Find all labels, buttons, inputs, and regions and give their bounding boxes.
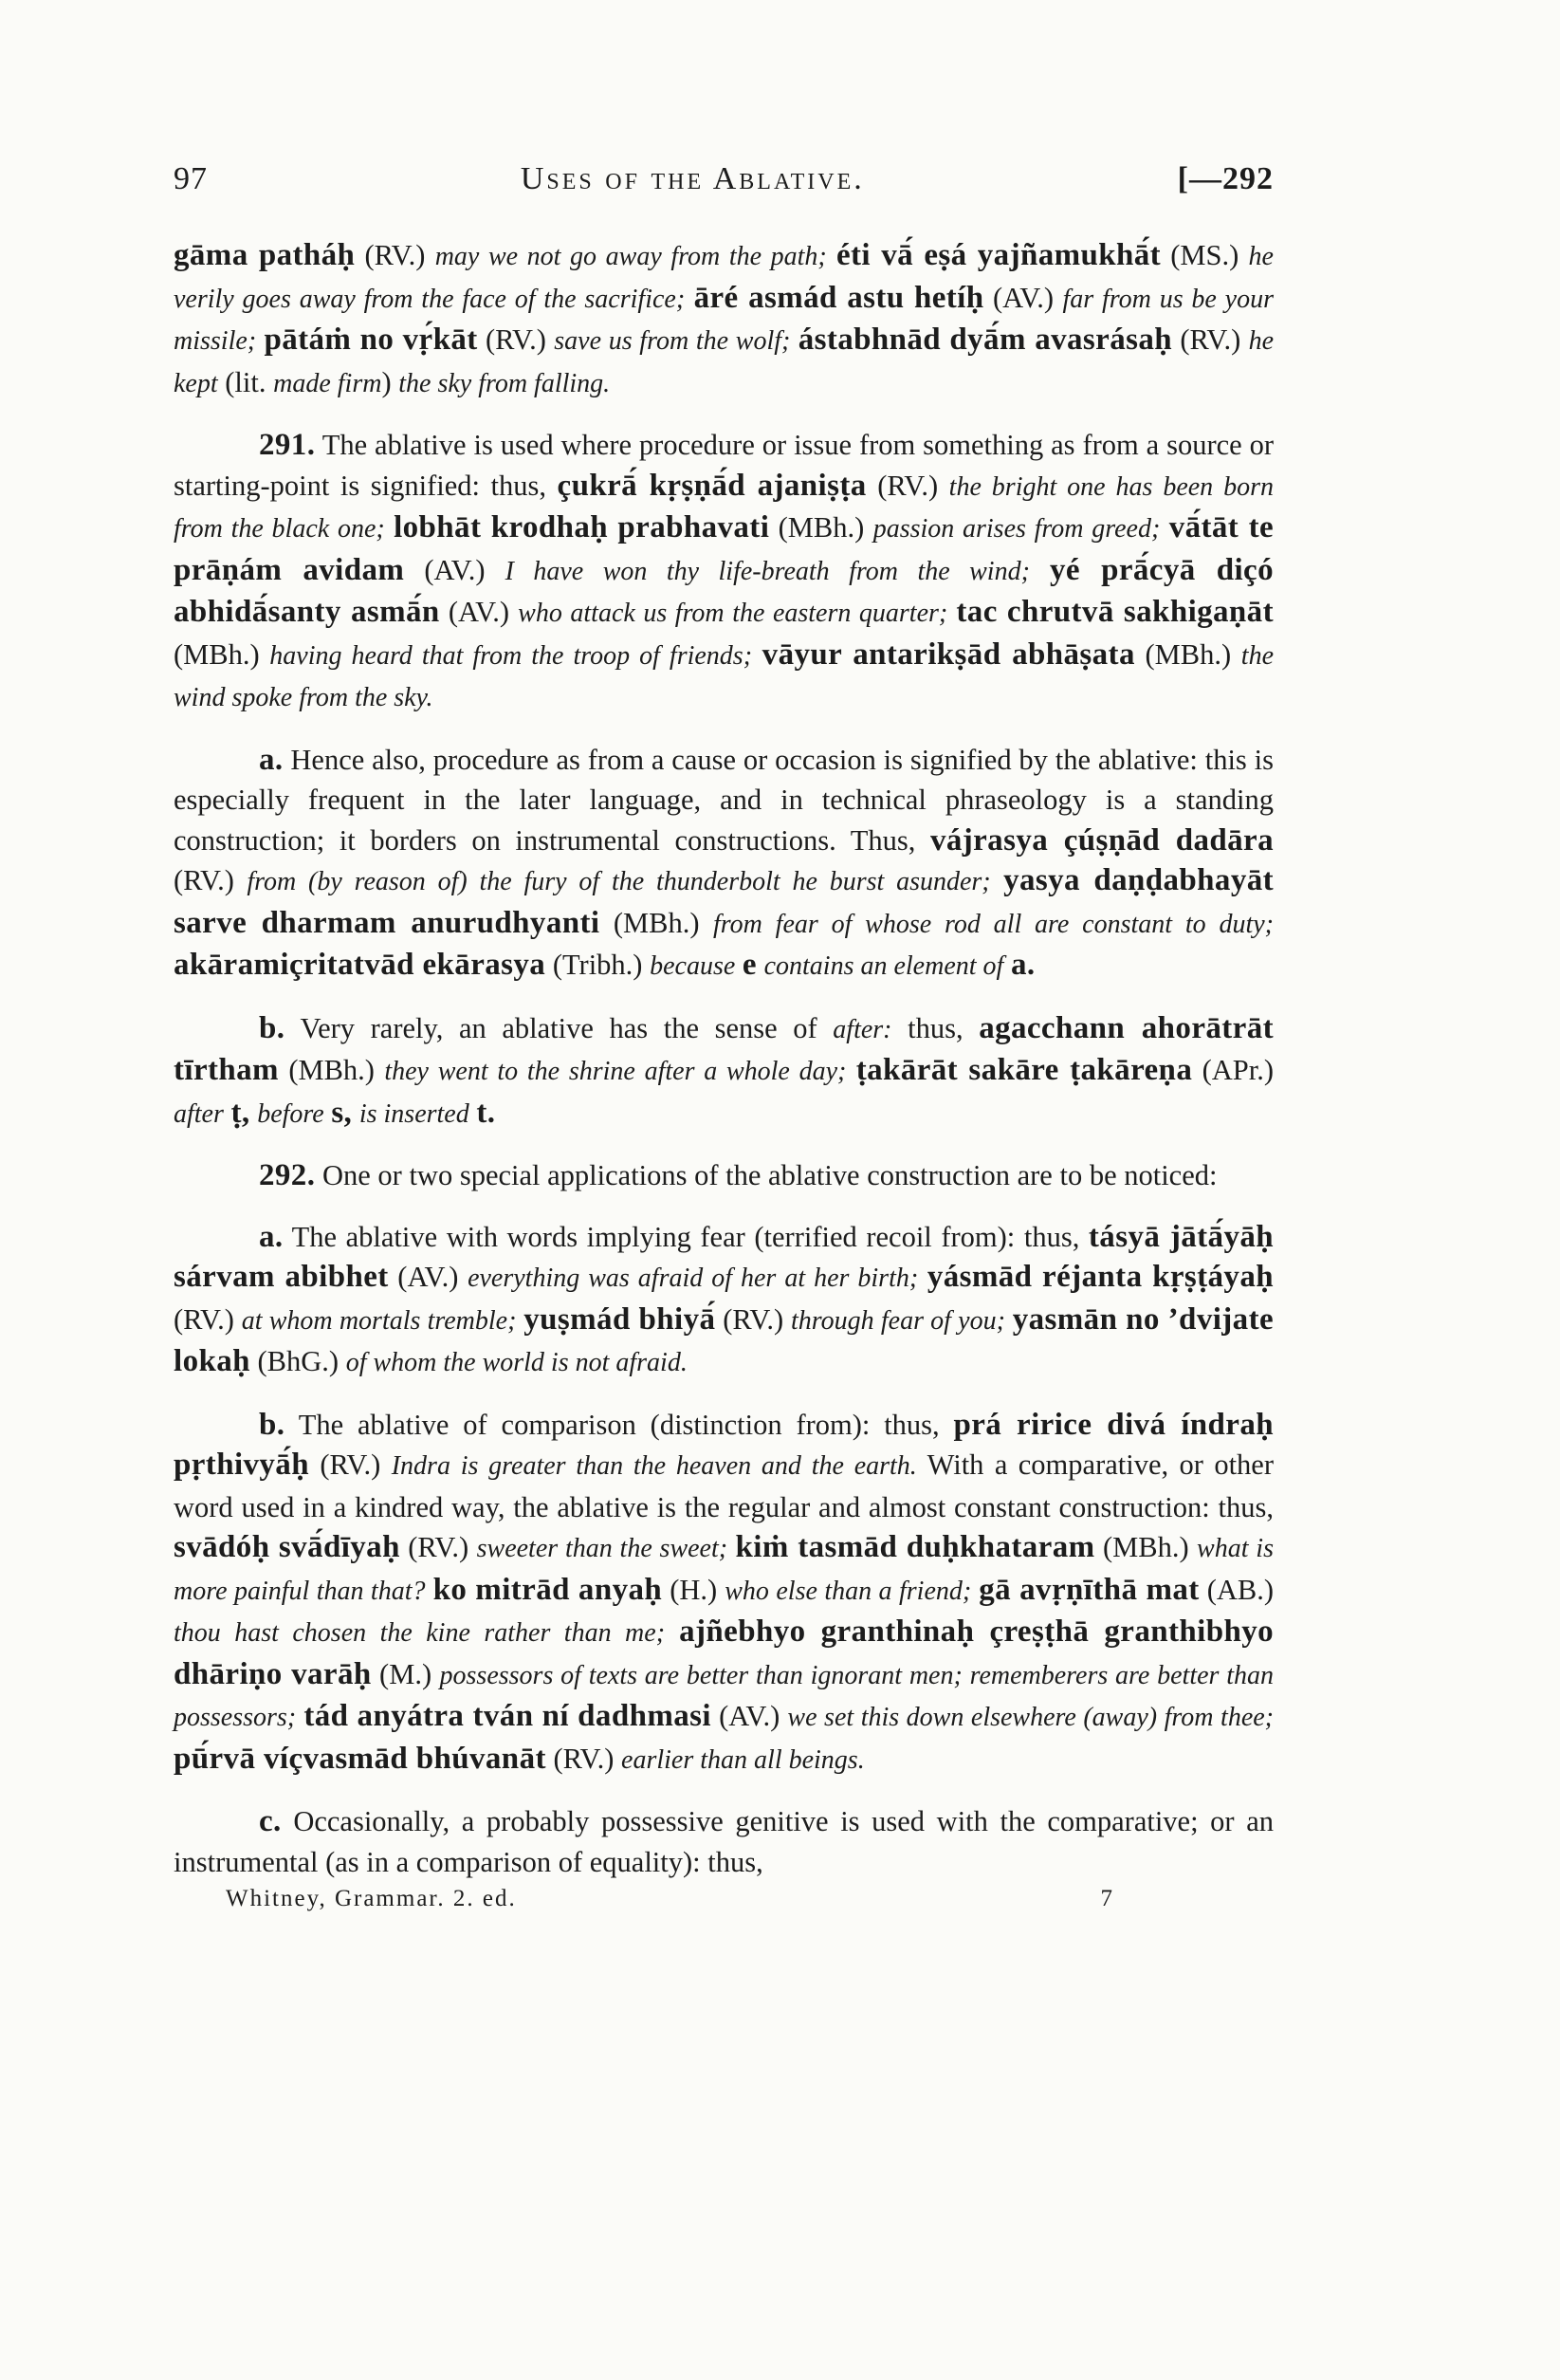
translation: passion arises from greed; <box>872 514 1161 544</box>
translation: I have won thy life-breath from the wind; <box>505 556 1030 586</box>
text-run: (BhG.) <box>249 1345 346 1377</box>
text-run: (MBh.) <box>174 637 270 671</box>
sanskrit-term: a. <box>1010 948 1036 982</box>
sanskrit-term: e <box>742 948 757 982</box>
text-run: thus, <box>891 1011 980 1044</box>
text-run <box>752 638 762 671</box>
sanskrit-term: akāramiçritatvād ekārasya <box>174 948 546 982</box>
paragraph-291a <box>174 740 1274 987</box>
translation: who else than a friend; <box>725 1576 972 1606</box>
translation: is inserted <box>358 1098 469 1129</box>
text-run: (MBh.) <box>1134 637 1241 671</box>
translation: after: <box>833 1014 892 1044</box>
sanskrit-term: gā avṛṇīthā mat <box>979 1572 1200 1607</box>
page-number: 97 <box>174 161 208 196</box>
translation: he kept <box>174 326 1275 398</box>
translation: what is more painful than that? <box>174 1534 1274 1606</box>
translation: he verily goes away from the face of the sacrifice; <box>174 242 1274 314</box>
text-run <box>1003 949 1011 981</box>
translation: before <box>257 1098 324 1129</box>
sanskrit-term: s, <box>331 1095 353 1130</box>
sanskrit-term: lobhāt krodhaḥ prabhavati <box>394 510 770 544</box>
text-run <box>665 1615 679 1648</box>
text-run <box>385 511 394 544</box>
translation: earlier than all beings. <box>621 1744 865 1775</box>
text-run: (AV.) <box>388 1261 468 1293</box>
sanskrit-term: ṭakārāt sakāre ṭakāreṇa <box>855 1053 1193 1087</box>
sanskrit-term: yásmād réjanta kṛṣṭáyaḥ <box>927 1260 1274 1294</box>
text-run <box>827 239 836 271</box>
text-run: (RV.) <box>866 469 949 502</box>
sanskrit-term: ṭ, <box>230 1095 250 1130</box>
text-run <box>918 1261 927 1293</box>
translation: we set this down elsewhere (away) from thee; <box>787 1703 1275 1732</box>
text-run: (M.) <box>371 1657 440 1690</box>
text-run: (RV.) <box>545 1742 622 1775</box>
translation: from (by reason of) the fury of the thunderbolt he burst asunder; <box>247 867 991 896</box>
paragraph-292b <box>174 1405 1274 1781</box>
text-run: (MBh.) <box>278 1054 385 1086</box>
text-run: (RV.) <box>174 864 248 896</box>
translation: who attack us from the eastern quarter; <box>518 599 948 628</box>
sanskrit-term: pātáṁ no vṛ́kāt <box>264 323 478 357</box>
page <box>174 161 1274 1912</box>
text-run: (RV.) <box>308 1448 392 1481</box>
translation: at whom mortals tremble; <box>241 1305 517 1336</box>
translation: thou hast chosen the kine rather than me; <box>174 1618 666 1648</box>
text-run: (AV.) <box>404 553 505 586</box>
text-run: (RV.) <box>1172 323 1249 356</box>
text-run <box>1005 1303 1013 1336</box>
text-run: (MBh.) <box>1094 1531 1198 1563</box>
text-run <box>224 1097 231 1129</box>
translation: they went to the shrine after a whole day; <box>384 1057 847 1086</box>
sanskrit-term: vā́tāt te prāṇám avidam <box>174 510 1275 587</box>
text-run: The ablative of comparison (distinction from): thus, <box>284 1408 954 1441</box>
text-run: (AV.) <box>710 1700 788 1732</box>
text-run <box>735 949 743 981</box>
text-run: ) <box>381 365 399 398</box>
translation: made firm <box>273 368 382 398</box>
translation: the wind spoke from the sky. <box>174 640 1275 712</box>
sanskrit-term: yasya daṇḍabhayāt sarve dharmam anurudhyanti <box>174 863 1275 940</box>
sanskrit-term: yé prā́cyā diçó abhidā́santy asmā́n <box>174 552 1275 629</box>
text-run: (Tribh.) <box>545 949 651 981</box>
text-run <box>846 1054 855 1086</box>
text-run: The ablative is used where procedure or issue from something as from a source or starting-point is signified: thus, <box>174 429 1274 502</box>
text-run: One or two special applications of the ablative construction are to be noticed: <box>315 1159 1218 1191</box>
text-run: (MBh.) <box>599 906 713 939</box>
translation: sweeter than the sweet; <box>476 1534 728 1563</box>
text-run: (AB.) <box>1199 1573 1275 1606</box>
sanskrit-term: b. <box>259 1407 285 1442</box>
translation: everything was afraid of her at her birth; <box>468 1264 919 1293</box>
printer-imprint: Whitney, Grammar. 2. ed. <box>226 1886 517 1911</box>
text-run: (lit. <box>217 365 274 398</box>
text-run <box>757 949 764 981</box>
sanskrit-term: çukrā́ kṛṣṇā́d ajaniṣṭa <box>557 468 867 503</box>
text-run <box>1160 511 1168 544</box>
sanskrit-term: tásyā jātā́yāḥ sárvam abibhet <box>174 1219 1274 1294</box>
text-run: The ablative with words implying fear (terrified recoil from): thus, <box>283 1220 1089 1253</box>
text-run: (MBh.) <box>769 511 873 544</box>
translation: the sky from falling. <box>398 368 611 398</box>
sanskrit-term: svādóḥ svā́dīyaḥ <box>174 1530 400 1564</box>
text-run: (AV.) <box>983 281 1063 314</box>
translation: after <box>174 1098 224 1129</box>
sanskrit-term: tac chrutvā sakhigaṇāt <box>956 595 1274 629</box>
text-run: (RV.) <box>399 1531 477 1563</box>
text-run <box>727 1531 735 1563</box>
sanskrit-term: 291. <box>259 428 316 462</box>
sanskrit-term: vájrasya çúṣṇād dadāra <box>929 822 1274 858</box>
text-run: (RV.) <box>715 1302 792 1336</box>
sanskrit-term: vāyur antarikṣād abhāṣata <box>762 637 1135 672</box>
footer <box>174 1886 1274 1912</box>
sanskrit-term: tád anyátra tván ní dadhmasi <box>303 1699 711 1733</box>
sanskrit-term: b. <box>259 1010 285 1045</box>
sanskrit-term: prá ririce divá índraḥ pṛthivyā́ḥ <box>174 1407 1274 1482</box>
text-run: Very rarely, an ablative has the sense of <box>284 1011 834 1044</box>
translation: having heard that from the troop of friends; <box>269 640 753 671</box>
sanskrit-term: ko mitrād anyaḥ <box>432 1572 663 1607</box>
text-run <box>426 1574 433 1606</box>
text-run <box>352 1097 359 1129</box>
text-run: (MS.) <box>1161 239 1249 271</box>
translation: possessors of texts are better than ignorant men; rememberers are better than possessors; <box>174 1660 1275 1732</box>
section-range: [—292 <box>1177 161 1274 196</box>
running-header <box>174 161 1274 197</box>
sanskrit-term: ajñebhyo granthinaḥ çreṣṭhā granthibhyo dhāriṇo varāḥ <box>174 1614 1274 1691</box>
sanskrit-term: kiṁ tasmād duḥkhataram <box>735 1530 1095 1564</box>
translation: through fear of you; <box>791 1305 1005 1336</box>
paragraph-292 <box>174 1155 1274 1196</box>
text-run: Occasionally, a probably possessive genitive is used with the comparative; or an instrumental (as in a comparison of equality): thus, <box>174 1805 1274 1878</box>
sanskrit-term: a. <box>259 1219 284 1254</box>
sanskrit-term: c. <box>259 1804 282 1838</box>
sanskrit-term: 292. <box>259 1158 316 1192</box>
text-run: (AV.) <box>439 596 519 628</box>
sanskrit-term: yuṣmád bhiyā́ <box>523 1301 716 1337</box>
paragraph-291 <box>174 425 1274 719</box>
sanskrit-term: éti vā́ eṣá yajñamukhā́t <box>836 238 1162 272</box>
translation: contains an element of <box>763 951 1004 981</box>
text-run <box>790 323 798 356</box>
text-run <box>685 282 693 314</box>
text-run: With a comparative, or other word used in a kindred way, the ablative is the regular and almost constant construction: thus, <box>174 1448 1275 1523</box>
translation: from fear of whose rod all are constant to duty; <box>712 909 1274 939</box>
translation: the bright one has been born from the black one; <box>174 471 1274 544</box>
translation: far from us be your missile; <box>174 284 1274 356</box>
translation: of whom the world is not afraid. <box>345 1348 688 1377</box>
paragraph-continued <box>174 235 1274 404</box>
translation: may we not go away from the path; <box>434 242 827 271</box>
text-run: (APr.) <box>1192 1054 1274 1086</box>
paragraph-291b <box>174 1008 1274 1135</box>
text-run: (RV.) <box>174 1302 242 1336</box>
paragraph-292a <box>174 1217 1274 1384</box>
sanskrit-term: āré asmád astu hetíḥ <box>693 280 984 315</box>
sanskrit-term: pū́rvā víçvasmād bhúvanāt <box>174 1741 546 1776</box>
text-run: Hence also, procedure as from a cause or occasion is signified by the ablative: this is especially frequent in the later language, and in technical phraseology is a standing construction; it borders on instrumental constructions. Thus, <box>174 743 1274 857</box>
paragraph-292c <box>174 1801 1274 1882</box>
sanskrit-term: gāma patháḥ <box>174 238 356 272</box>
text-run: (RV.) <box>477 323 555 356</box>
translation: because <box>650 951 736 981</box>
sanskrit-term: yasmān no ’dvijate lokaḥ <box>174 1301 1275 1378</box>
translation: Indra is greater than the heaven and the earth. <box>391 1451 917 1481</box>
text-run <box>991 864 1003 896</box>
sanskrit-term: a. <box>259 742 284 777</box>
sanskrit-term: ástabhnād dyā́m avasrásaḥ <box>798 323 1172 357</box>
signature-mark: 7 <box>1100 1886 1112 1911</box>
translation: save us from the wolf; <box>554 326 791 356</box>
text-run <box>1030 554 1050 586</box>
text-run: (RV.) <box>355 239 435 271</box>
text-run: (H.) <box>662 1573 725 1606</box>
sanskrit-term: t. <box>476 1095 496 1130</box>
sanskrit-term: agacchann ahorātrāt tīrtham <box>174 1010 1274 1087</box>
running-title: Uses of the Ablative. <box>520 161 865 196</box>
